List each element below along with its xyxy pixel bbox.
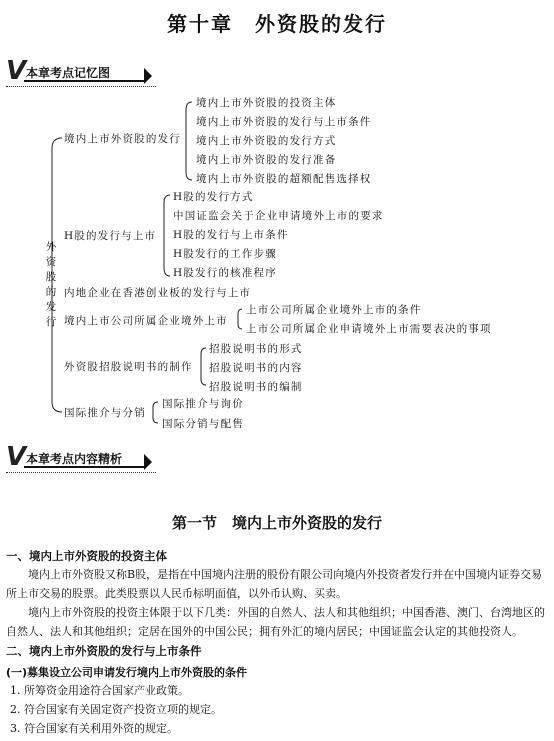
list-item: 3. 符合国家有关利用外资的规定。 bbox=[10, 722, 178, 735]
mm-leaf: 国际分销与配售 bbox=[162, 418, 244, 430]
header-underline bbox=[24, 466, 146, 468]
mm-branch-1: 境内上市外资股的发行 bbox=[64, 133, 181, 145]
mm-leaf: H股发行的核准程序 bbox=[173, 267, 277, 279]
heading-3: (一)募集设立公司申请发行境内上市外资股的条件 bbox=[6, 666, 248, 679]
mm-leaf: 境内上市外资股的发行准备 bbox=[196, 154, 337, 166]
header-dotted-rule bbox=[6, 472, 156, 473]
mm-leaf: 招股说明书的内容 bbox=[209, 362, 303, 374]
mm-branch-3: 内地企业在香港创业板的发行与上市 bbox=[64, 287, 252, 299]
list-item: 2. 符合国家有关固定资产投资立项的规定。 bbox=[10, 703, 222, 716]
bracket-branch-6 bbox=[153, 402, 158, 423]
chapter-title: 第十章 外资股的发行 bbox=[167, 12, 387, 36]
mm-leaf: 境内上市外资股的发行与上市条件 bbox=[196, 116, 372, 128]
mm-leaf: 上市公司所属企业境外上市的条件 bbox=[246, 304, 422, 316]
mm-leaf: 招股说明书的形式 bbox=[209, 343, 303, 355]
v-mark-icon: Ⅴ bbox=[6, 56, 27, 86]
mm-leaf: 国际推介与询价 bbox=[162, 398, 244, 410]
heading-1: 一、境内上市外资股的投资主体 bbox=[6, 549, 167, 563]
mm-leaf: 境内上市外资股的超额配售选择权 bbox=[196, 173, 372, 185]
mm-leaf: H股发行的工作步骤 bbox=[173, 248, 277, 260]
list-item: 1. 所筹资金用途符合国家产业政策。 bbox=[10, 684, 189, 697]
section-title: 第一节 境内上市外资股的发行 bbox=[171, 514, 382, 532]
v-mark-icon: Ⅴ bbox=[6, 442, 27, 472]
bracket-branch-1 bbox=[186, 102, 192, 180]
analysis-header-label: 本章考点内容精析 bbox=[26, 452, 123, 466]
mm-leaf: 上市公司所属企业申请境外上市需要表决的事项 bbox=[246, 323, 492, 335]
bracket-branch-2 bbox=[164, 195, 170, 276]
mind-map-root: 外资股的发行 bbox=[45, 241, 57, 328]
paragraph-2: 境内上市外资股的投资主体限于以下几类：外国的自然人、法人和其他组织；中国香港、澳门、台湾地区的自然人、法人和其他组织；定居在国外的中国公民；拥有外汇的境内居民；中国证监会认定的其他投资人。 bbox=[6, 606, 545, 638]
mm-branch-6: 国际推介与分销 bbox=[64, 407, 146, 419]
mm-leaf: 招股说明书的编制 bbox=[209, 381, 303, 393]
heading-2: 二、境内上市外资股的发行与上市条件 bbox=[6, 644, 202, 658]
bracket-branch-5 bbox=[201, 348, 206, 385]
mm-leaf: 境内上市外资股的投资主体 bbox=[196, 97, 337, 109]
header-arrow-icon bbox=[144, 454, 152, 470]
paragraph-1: 境内上市外资股又称B股，是指在中国境内注册的股份有限公司向境内外投资者发行并在中国境内证券交易所上市交易的股票。此类股票以人民币标明面值，以外币认购、买卖。 bbox=[6, 568, 543, 600]
analysis-header bbox=[6, 442, 156, 472]
mm-leaf: 中国证监会关于企业申请境外上市的要求 bbox=[173, 210, 384, 222]
mm-leaf: H股的发行方式 bbox=[173, 191, 254, 203]
mm-branch-4: 境内上市公司所属企业境外上市 bbox=[64, 315, 228, 327]
mm-branch-2: H股的发行与上市 bbox=[64, 230, 157, 242]
memory-map-header-label: 本章考点记忆图 bbox=[26, 66, 111, 80]
bracket-branch-4 bbox=[238, 309, 242, 329]
mm-leaf: H股的发行与上市条件 bbox=[173, 229, 289, 241]
mm-branch-5: 外资股招股说明书的制作 bbox=[64, 361, 193, 373]
mm-leaf: 境内上市外资股的发行方式 bbox=[196, 135, 337, 147]
